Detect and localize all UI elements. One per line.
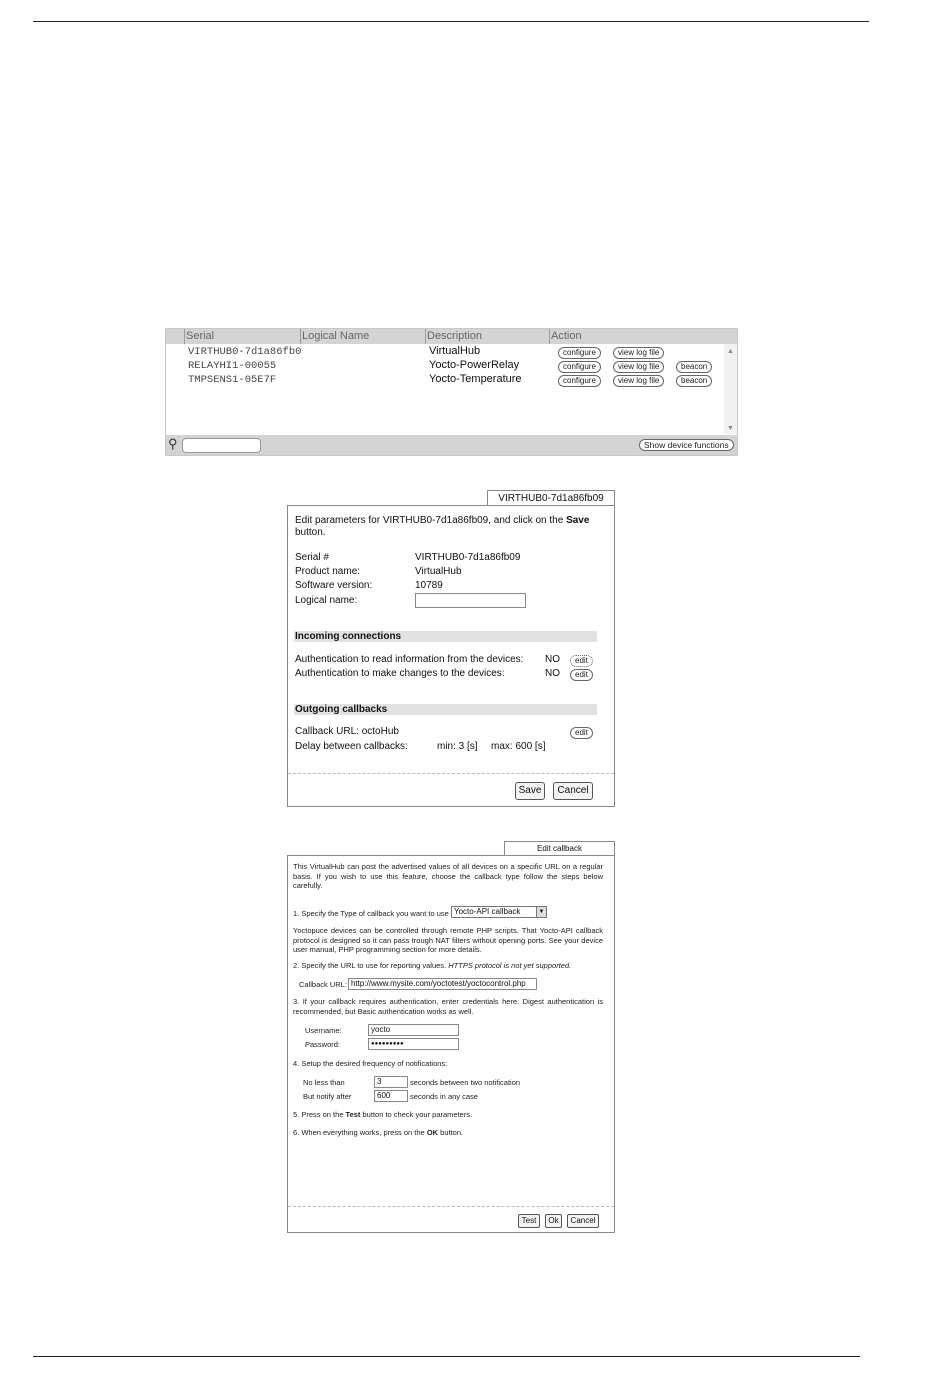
dialog-tab-title: VIRTHUB0-7d1a86fb09 bbox=[487, 490, 615, 506]
edit-callback-button[interactable]: edit bbox=[570, 727, 593, 739]
device-serial: RELAYHI1-00055 bbox=[188, 360, 277, 372]
table-row[interactable] bbox=[166, 345, 726, 359]
step5-text-end: button to check your parameters. bbox=[362, 1110, 473, 1119]
step6-label bbox=[293, 1128, 463, 1138]
step6-text-end: button. bbox=[440, 1128, 464, 1137]
auth-write-value: NO bbox=[545, 668, 560, 679]
scroll-down-icon[interactable]: ▼ bbox=[727, 425, 734, 432]
auth-read-label: Authentication to read information from the devices: bbox=[295, 654, 524, 665]
chevron-down-icon[interactable]: ▼ bbox=[536, 907, 546, 917]
password-label: Password: bbox=[305, 1040, 341, 1049]
step6-bold: OK bbox=[426, 1128, 439, 1137]
vertical-scrollbar[interactable] bbox=[724, 344, 737, 434]
step1-note: Yoctopuce devices can be controlled through remote PHP scripts. That Yocto-API callback protocol is designed so it can pass trough NAT filters without opening ports. See your device user manual, PHP programming section for more details. bbox=[293, 926, 603, 954]
device-list-panel bbox=[165, 328, 738, 456]
column-header-action[interactable]: Action bbox=[551, 330, 582, 342]
auth-write-label: Authentication to make changes to the devices: bbox=[295, 668, 505, 679]
edit-auth-write-button[interactable]: edit bbox=[570, 669, 593, 681]
step2-label bbox=[293, 961, 603, 971]
serial-label: Serial # bbox=[295, 552, 329, 563]
product-name-label: Product name: bbox=[295, 566, 361, 577]
logical-name-label: Logical name: bbox=[295, 595, 358, 606]
configure-button[interactable]: configure bbox=[558, 361, 601, 373]
incoming-connections-header: Incoming connections bbox=[294, 631, 597, 642]
device-serial: TMPSENS1-05E7F bbox=[188, 374, 277, 386]
cancel-button[interactable]: Cancel bbox=[553, 782, 593, 800]
column-separator bbox=[300, 329, 301, 344]
delay-min-value: min: 3 [s] bbox=[437, 741, 478, 752]
edit-auth-read-button[interactable]: edit bbox=[570, 655, 593, 667]
callback-url-label: Callback URL: bbox=[299, 980, 347, 989]
edit-callback-dialog bbox=[287, 855, 615, 1233]
notify-after-label: But notify after bbox=[303, 1092, 352, 1101]
divider bbox=[288, 1206, 614, 1207]
dialog-tab-title: Edit callback bbox=[504, 841, 615, 856]
min-interval-input[interactable]: 3 bbox=[374, 1076, 408, 1088]
table-row[interactable] bbox=[166, 359, 726, 373]
software-version-label: Software version: bbox=[295, 580, 373, 591]
delay-max-value: max: 600 [s] bbox=[491, 741, 546, 752]
device-serial: VIRTHUB0-7d1a86fb0 bbox=[188, 346, 302, 358]
step2-note: HTTPS protocol is not yet supported. bbox=[448, 961, 572, 970]
username-input[interactable]: yocto bbox=[368, 1024, 459, 1036]
view-log-file-button[interactable]: view log file bbox=[613, 375, 664, 387]
show-device-functions-button[interactable]: Show device functions bbox=[639, 439, 734, 451]
callback-type-select[interactable] bbox=[451, 906, 547, 918]
outgoing-callbacks-header: Outgoing callbacks bbox=[294, 704, 597, 715]
device-list-header bbox=[166, 329, 737, 344]
device-description: VirtualHub bbox=[429, 345, 481, 357]
intro-bold-text: Save bbox=[566, 515, 590, 526]
top-rule bbox=[33, 21, 869, 22]
delay-label: Delay between callbacks: bbox=[295, 741, 408, 752]
search-input[interactable] bbox=[182, 438, 261, 453]
callback-intro: This VirtualHub can post the advertised values of all devices on a specific URL on a regular basis. If you wish to use this feature, choose the callback type follow the steps below carefully. bbox=[293, 862, 603, 890]
view-log-file-button[interactable]: view log file bbox=[613, 347, 664, 359]
view-log-file-button[interactable]: view log file bbox=[613, 361, 664, 373]
callback-url-input[interactable]: http://www.mysite.com/yoctotest/yoctocontrol.php bbox=[348, 978, 537, 990]
configure-button[interactable]: configure bbox=[558, 375, 601, 387]
divider bbox=[288, 773, 614, 774]
callback-type-value: Yocto-API callback bbox=[454, 907, 521, 916]
beacon-button[interactable]: beacon bbox=[676, 375, 712, 387]
serial-value: VIRTHUB0-7d1a86fb09 bbox=[415, 552, 521, 563]
column-header-serial[interactable]: Serial bbox=[186, 330, 215, 342]
device-list-footer bbox=[166, 435, 737, 455]
auth-read-value: NO bbox=[545, 654, 560, 665]
save-button[interactable]: Save bbox=[515, 782, 545, 800]
step6-text: 6. When everything works, press on the bbox=[293, 1128, 425, 1137]
cancel-button[interactable]: Cancel bbox=[567, 1214, 599, 1228]
dialog-intro bbox=[295, 515, 600, 539]
device-description: Yocto-PowerRelay bbox=[429, 359, 520, 371]
username-label: Username: bbox=[305, 1026, 342, 1035]
configure-button[interactable]: configure bbox=[558, 347, 601, 359]
software-version-value: 10789 bbox=[415, 580, 443, 591]
table-row[interactable] bbox=[166, 373, 726, 387]
callback-url-label: Callback URL: octoHub bbox=[295, 726, 399, 737]
logical-name-input[interactable] bbox=[415, 593, 526, 608]
step5-bold: Test bbox=[345, 1110, 361, 1119]
password-input[interactable]: ●●●●●●●●● bbox=[368, 1038, 459, 1050]
column-separator bbox=[425, 329, 426, 344]
notify-after-suffix: seconds in any case bbox=[410, 1092, 478, 1101]
step3-label: 3. If your callback requires authentication, enter credentials here. Digest authentication is recommended, but Basic authentication works as well. bbox=[293, 997, 603, 1016]
scroll-up-icon[interactable]: ▲ bbox=[727, 348, 734, 355]
beacon-button[interactable]: beacon bbox=[676, 361, 712, 373]
search-icon: ⚲ bbox=[168, 436, 178, 451]
device-description: Yocto-Temperature bbox=[429, 373, 522, 385]
no-less-than-suffix: seconds between two notification bbox=[410, 1078, 521, 1087]
intro-text-end: button. bbox=[295, 527, 326, 538]
intro-text: Edit parameters for VIRTHUB0-7d1a86fb09, and click on the bbox=[295, 515, 564, 526]
column-separator bbox=[184, 329, 185, 344]
column-header-logical-name[interactable]: Logical Name bbox=[302, 330, 370, 342]
step5-text: 5. Press on the bbox=[293, 1110, 344, 1119]
product-name-value: VirtualHub bbox=[415, 566, 462, 577]
bottom-rule bbox=[33, 1356, 860, 1357]
step1-label: 1. Specify the Type of callback you want to use bbox=[293, 909, 449, 918]
ok-button[interactable]: Ok bbox=[545, 1214, 562, 1228]
column-header-description[interactable]: Description bbox=[427, 330, 483, 342]
step2-text: 2. Specify the URL to use for reporting values. bbox=[293, 961, 447, 970]
step5-label bbox=[293, 1110, 472, 1120]
no-less-than-label: No less than bbox=[303, 1078, 345, 1087]
edit-parameters-dialog bbox=[287, 505, 615, 807]
column-separator bbox=[549, 329, 550, 344]
test-button[interactable]: Test bbox=[518, 1214, 540, 1228]
max-interval-input[interactable]: 600 bbox=[374, 1090, 408, 1102]
step4-label: 4. Setup the desired frequency of notifications: bbox=[293, 1059, 448, 1068]
